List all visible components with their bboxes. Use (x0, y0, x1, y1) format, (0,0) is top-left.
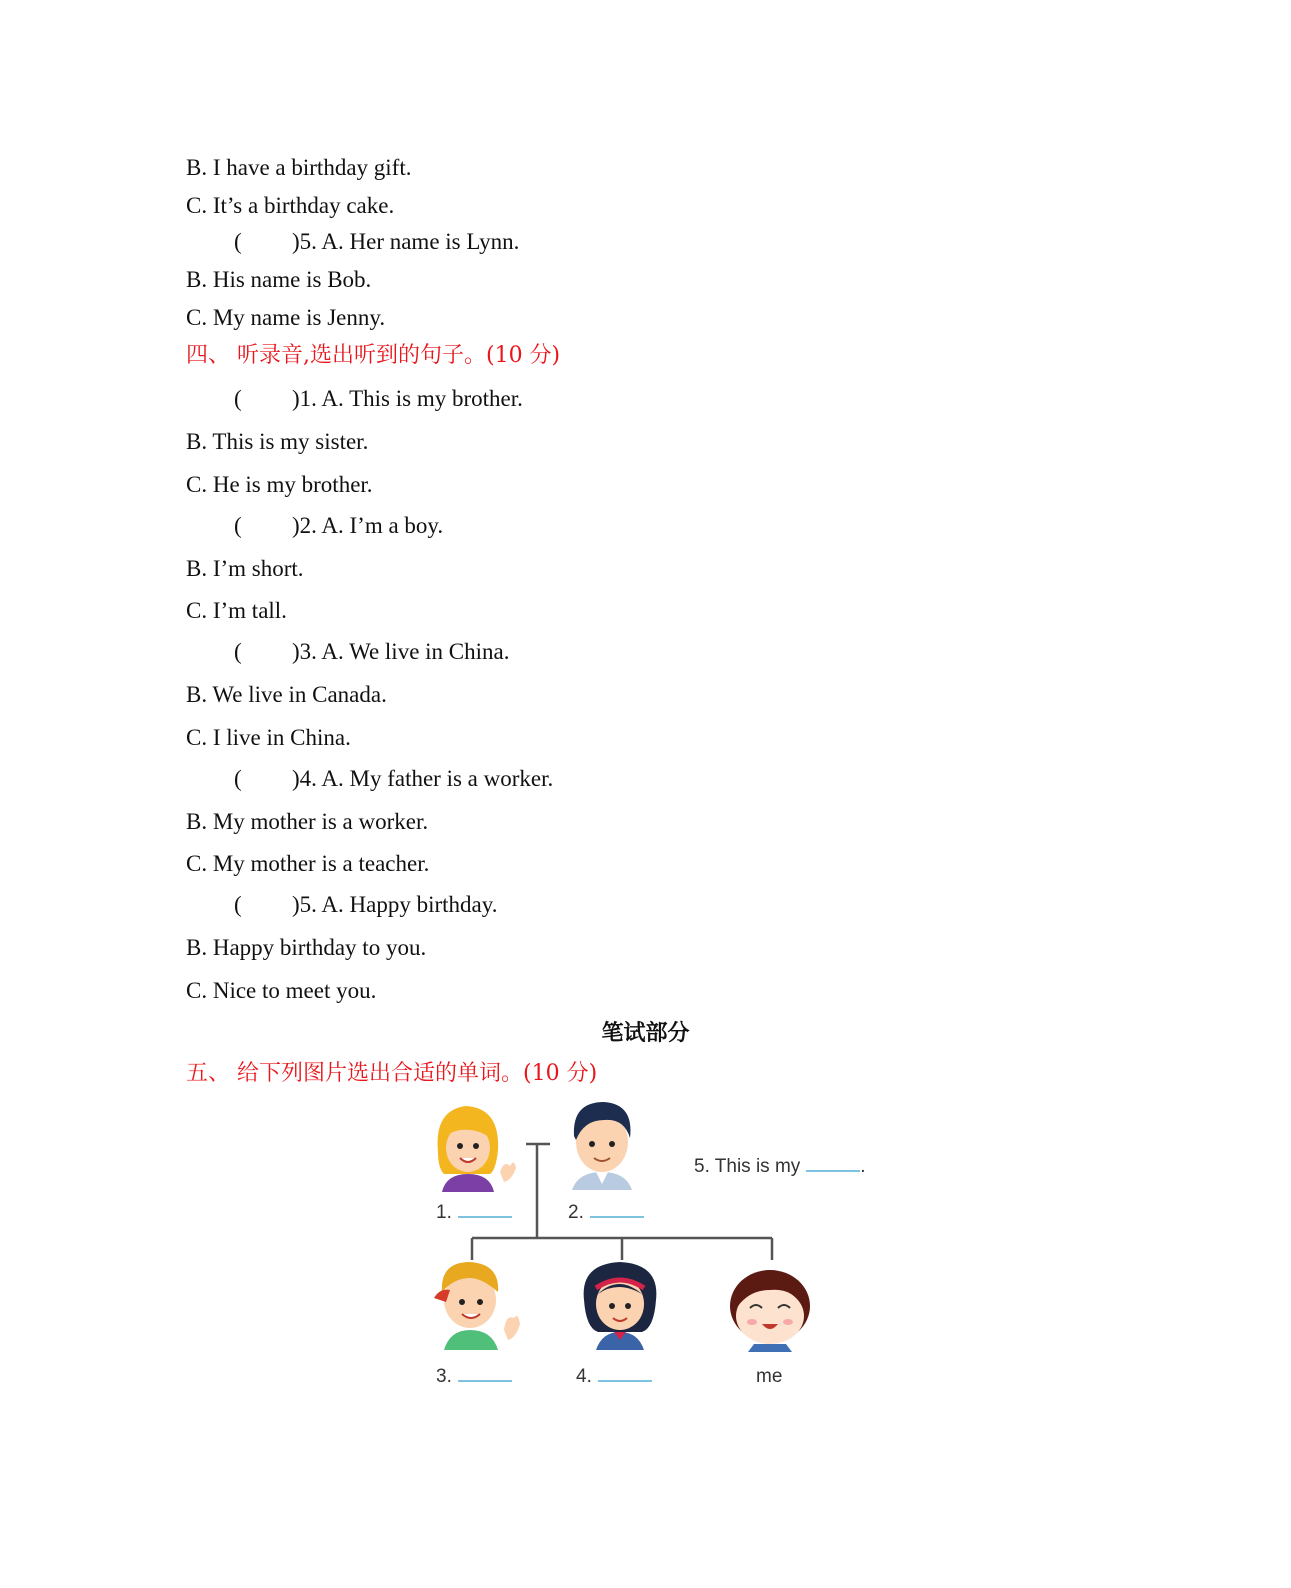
mother-figure-icon (438, 1106, 516, 1192)
option-b-line: B. We live in Canada. (186, 682, 387, 707)
question-line (234, 228, 519, 256)
written-part-title: 笔试部分 (601, 1021, 690, 1046)
section4-title: 四、 听录音,选出听到的句子。(10 分) (186, 343, 561, 368)
option-b-line: B. I have a birthday gift. (186, 155, 412, 180)
blank-label-4: 4. (576, 1366, 652, 1388)
sister-figure-icon (584, 1262, 657, 1350)
answer-blank-1[interactable] (458, 1202, 512, 1218)
answer-blank-4[interactable] (598, 1366, 652, 1382)
option-c-line: C. Nice to meet you. (186, 978, 377, 1003)
answer-blank-3[interactable] (458, 1366, 512, 1382)
question-line (234, 638, 509, 666)
option-a-text: )1. A. This is my brother. (292, 386, 523, 411)
question-line (234, 891, 497, 919)
answer-paren[interactable]: ( (234, 639, 242, 664)
blank-label-3: 3. (436, 1366, 512, 1388)
brother-figure-icon (434, 1262, 520, 1350)
option-c-line: C. He is my brother. (186, 472, 373, 497)
option-a-text: )2. A. I’m a boy. (292, 513, 444, 538)
question-line (234, 765, 553, 793)
option-b-line: B. This is my sister. (186, 429, 369, 454)
answer-blank-2[interactable] (590, 1202, 644, 1218)
answer-paren[interactable]: ( (234, 386, 242, 411)
sentence-5: 5. This is my . (694, 1156, 866, 1177)
answer-blank-5[interactable] (806, 1156, 860, 1172)
answer-paren[interactable]: ( (234, 766, 242, 791)
option-a-text: )5. A. Happy birthday. (292, 892, 498, 917)
family-tree-figure (420, 1092, 900, 1402)
father-figure-icon (572, 1102, 632, 1190)
option-a-text: )5. A. Her name is Lynn. (292, 229, 520, 254)
option-c-line: C. My mother is a teacher. (186, 851, 430, 876)
answer-paren[interactable]: ( (234, 892, 242, 917)
me-label: me (756, 1366, 783, 1387)
answer-paren[interactable]: ( (234, 513, 242, 538)
option-a-text: )3. A. We live in China. (292, 639, 510, 664)
question-line (234, 512, 443, 540)
option-b-line: B. Happy birthday to you. (186, 935, 427, 960)
option-c-line: C. It’s a birthday cake. (186, 193, 395, 218)
family-tree-illustration (420, 1092, 900, 1402)
option-b-line: B. I’m short. (186, 556, 304, 581)
option-b-line: B. His name is Bob. (186, 267, 372, 292)
section5-title: 五、 给下列图片选出合适的单词。(10 分) (186, 1061, 598, 1086)
blank-label-2: 2. (568, 1202, 644, 1224)
option-c-line: C. I’m tall. (186, 598, 287, 623)
blank-label-1: 1. (436, 1202, 512, 1224)
question-line (234, 385, 523, 413)
option-c-line: C. I live in China. (186, 725, 351, 750)
me-figure-icon (730, 1270, 810, 1352)
option-c-line: C. My name is Jenny. (186, 305, 386, 330)
option-b-line: B. My mother is a worker. (186, 809, 429, 834)
answer-paren[interactable]: ( (234, 229, 242, 254)
option-a-text: )4. A. My father is a worker. (292, 766, 554, 791)
